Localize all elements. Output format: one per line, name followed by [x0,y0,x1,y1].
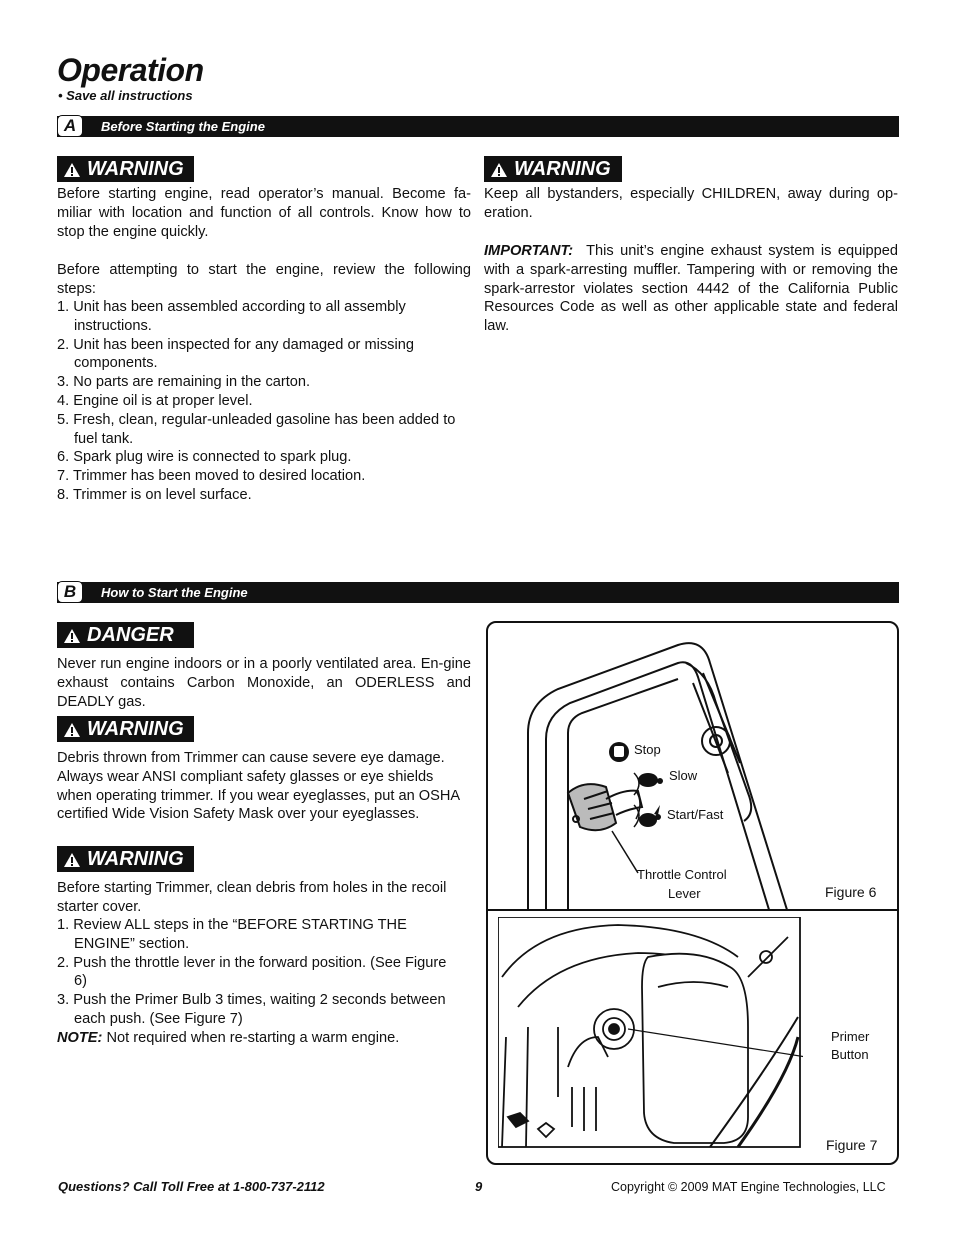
section-b-letter: B [57,581,83,603]
list-item: 3. No parts are remaining in the carton. [57,374,311,391]
footer-questions: Questions? Call Toll Free at 1-800-737-2112 [58,1179,325,1194]
section-a-letter: A [57,115,83,137]
important-text: This unit’s engine exhaust system is equipped with a spark-arresting muffler. Tampering with or removing the spark-arrestor violates section 4442 of the California Public Resources Code as well as other applicable state and federal law. [484,243,898,335]
figure7-illustration [498,917,803,1149]
section-b-title: How to Start the Engine [101,585,248,600]
stop-hand-icon [609,742,629,762]
figure7-caption: Figure 7 [826,1137,878,1153]
warning-label-b1 [57,716,194,742]
warning-label-b2 [57,846,194,872]
note-label: NOTE: [57,1030,103,1046]
label-primer-line2: Button [831,1047,869,1062]
warning-label-text: WARNING [87,718,184,740]
note [57,1029,471,1048]
rabbit-icon [639,805,661,827]
list-item: 1. Unit has been assembled according to all assembly instructions. [57,299,406,334]
footer-copyright: Copyright © 2009 MAT Engine Technologies, LLC [611,1180,886,1194]
warning-a-left-para1: Before starting engine, read operator’s manual. Become fa-miliar with location and function of all controls. Know how to stop the engine quickly. [57,186,471,240]
steps-list-b [57,916,457,1029]
steps-list-a [57,298,471,505]
figure6-caption: Figure 6 [825,884,877,900]
section-a-bar [57,116,899,137]
turtle-icon [638,773,663,787]
warning-triangle-icon [63,722,81,738]
page-subtitle: • Save all instructions [58,88,193,103]
list-item: 2. Unit has been inspected for any damaged or missing components. [57,336,414,372]
warning-triangle-icon [490,162,508,178]
warning-a-right-para1: Keep all bystanders, especially CHILDREN, away during op-eration. [484,186,898,221]
warning-b2-text: Before starting Trimmer, clean debris from holes in the recoil starter cover. [57,880,447,915]
warning-triangle-icon [63,852,81,868]
list-item: 7. Trimmer has been moved to desired location. [57,468,366,485]
note-text: Not required when re-starting a warm engine. [106,1030,400,1046]
label-slow: Slow [669,768,698,783]
list-item: 6. Spark plug wire is connected to spark plug. [57,449,352,466]
warning-triangle-icon [63,162,81,178]
warning-label-text: WARNING [514,158,611,180]
list-item: 1. Review ALL steps in the “BEFORE STARTING THE ENGINE” section. [57,917,407,952]
section-b-bar [57,582,899,603]
label-primer-line1: Primer [831,1029,870,1044]
danger-text: Never run engine indoors or in a poorly ventilated area. En-gine exhaust contains Carbon Monoxide, an ODERLESS and DEADLY gas. [57,656,471,710]
important-label: IMPORTANT: [484,243,574,259]
warning-label-a-left [57,156,194,182]
warning-label-text: WARNING [87,848,184,870]
warning-label-text: WARNING [87,158,184,180]
list-item: 5. Fresh, clean, regular-unleaded gasoline has been added to fuel tank. [57,411,456,447]
label-start-fast: Start/Fast [667,807,724,822]
list-item: 8. Trimmer is on level surface. [57,486,252,503]
figure-divider [488,909,897,911]
label-throttle-line2: Lever [668,886,701,901]
label-stop: Stop [634,742,661,757]
danger-label [57,622,194,648]
warning-a-left-para2: Before attempting to start the engine, review the following steps: [57,262,471,297]
list-item: 4. Engine oil is at proper level. [57,392,253,409]
danger-label-text: DANGER [87,624,174,646]
danger-triangle-icon [63,628,81,644]
warning-label-a-right [484,156,622,182]
label-throttle-line1: Throttle Control [637,867,727,882]
list-item: 2. Push the throttle lever in the forward position. (See Figure 6) [57,954,447,990]
page-number: 9 [475,1179,483,1194]
warning-b1-text: Debris thrown from Trimmer can cause severe eye damage. Always wear ANSI compliant safety glasses or eye shields when operating trimmer. If you wear eyeglasses, put an OSHA certified Wide Vision Safety Mask over your eyeglasses. [57,750,460,823]
page-title: Operation [57,52,204,88]
section-a-title: Before Starting the Engine [101,119,265,134]
figures-box [486,621,899,1165]
important-note [484,242,898,336]
list-item: 3. Push the Primer Bulb 3 times, waiting 2 seconds between each push. (See Figure 7) [57,992,446,1027]
